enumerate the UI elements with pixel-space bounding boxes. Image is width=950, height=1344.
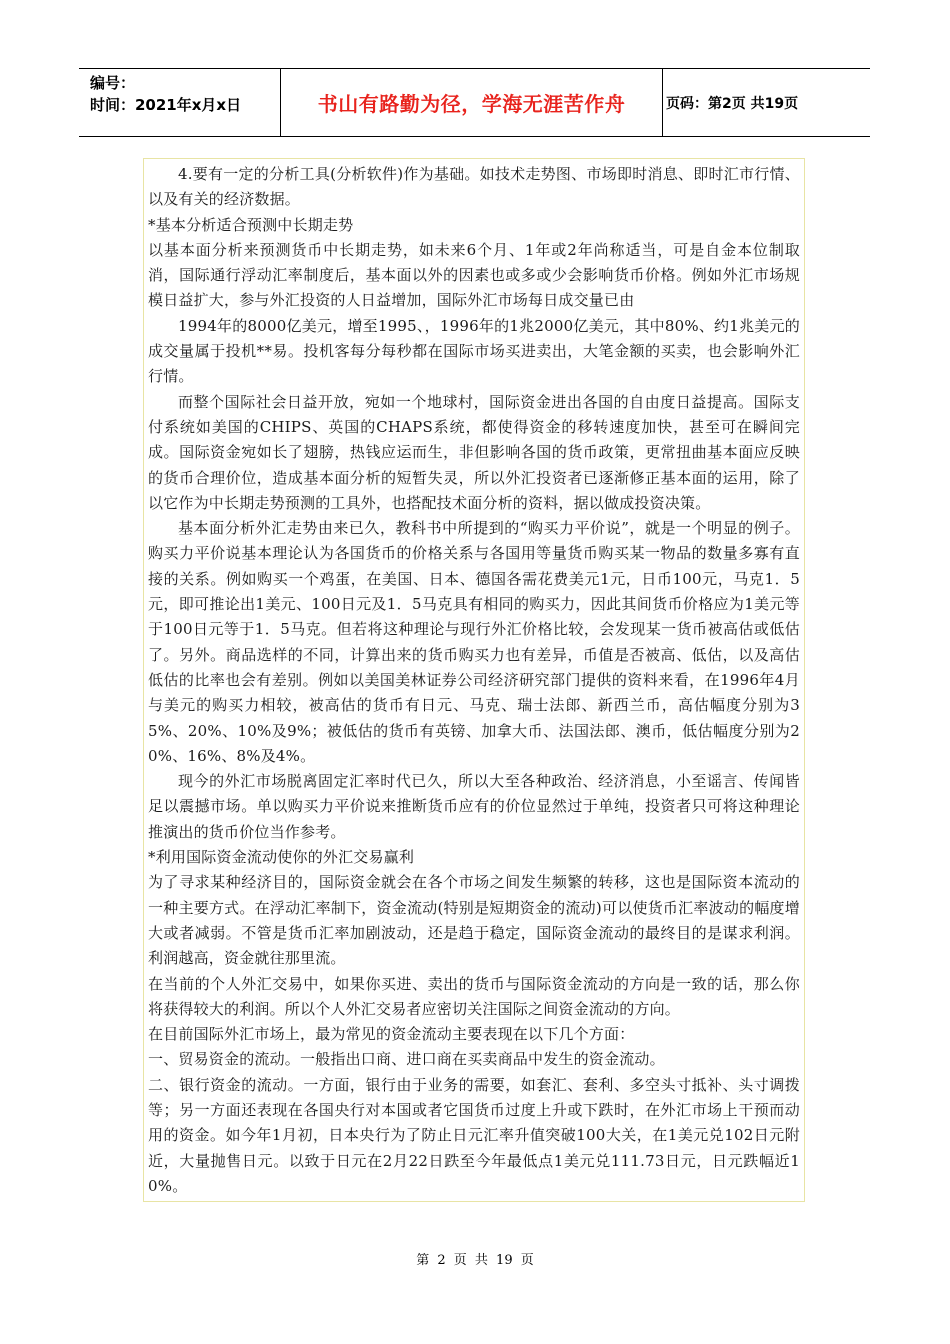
paragraph-bank-flows: 二、银行资金的流动。一方面，银行由于业务的需要，如套汇、套利、多空头寸抵补、头寸调拨等；另一方面还表现在各国央行对本国或者它国货币过度上升或下跌时，在外汇市场上干预而动用的资金。如今年1月初，日本央行为了防止日元汇率升值突破100大关，在1美元兑102日元附近，大量抛售日元。以致于日元在2月22日跌至今年最低点1美元兑111.73日元，日元跌幅近10%。 [148, 1075, 800, 1195]
paragraph-purchasing-power-parity: 基本面分析外汇走势由来已久，教科书中所提到的“购买力平价说”，就是一个明显的例子。购买力平价说基本理论认为各国货币的价格关系与各国用等量货币购买某一物品的数量多寡有直接的关系。例如购买一个鸡蛋，在美国、日本、德国各需花费美元1元，日币100元，马克1．5元，即可推论出1美元、100日元及1．5马克具有相同的购买力，因此其间货币价格应为1美元等于100日元等于1．5马克。但若将这种理论与现行外汇价格比较，会发现某一货币被高估或低估了。另外。商品选样的不同，计算出来的货币购买力也有差异，币值是否被高、低估，以及高估低估的比率也会有差别。例如以美国美林证券公司经济研究部门提供的资料来看，在1996年4月与美元的购买力相较，被高估的货币有日元、马克、瑞士法郎、新西兰币，高估幅度分别为35%、20%、10%及9%；被低估的货币有英镑、加拿大币、法国法郎、澳币，低估幅度分别为20%、16%、8%及4%。 [148, 519, 800, 765]
paragraph-trade-flows: 一、贸易资金的流动。一般指出口商、进口商在买卖商品中发生的资金流动。 [148, 1050, 665, 1069]
heading-capital-flows: *利用国际资金流动使你的外汇交易赢利 [148, 848, 415, 867]
page-footer: 第 2 页 共 19 页 [416, 1253, 534, 1268]
paragraph-flow-types-intro: 在目前国际外汇市场上，最为常见的资金流动主要表现在以下几个方面： [148, 1025, 635, 1044]
paragraph-long-term-forecast: 以基本面分析来预测货币中长期走势，如未来6个月、1年或2年尚称适当，可是自金本位制取消，国际通行浮动汇率制度后，基本面以外的因素也或多或少会影响货币价格。例如外汇市场规模日益扩大，参与外汇投资的人日益增加，国际外汇市场每日成交量已由 [148, 240, 800, 310]
page-header [79, 68, 870, 137]
time-label: 时间：2021年x月x日 [90, 96, 242, 114]
paragraph-analysis-tools: 4.要有一定的分析工具(分析软件)作为基础。如技术走势图、市场即时消息、即时汇市行情、以及有关的经济数据。 [148, 165, 800, 209]
paragraph-trading-volume: 1994年的8000亿美元，增至1995、，1996年的1兆2000亿美元，其中80%、约1兆美元的成交量属于投机**易。投机客每分每秒都在国际市场买进卖出，大笔金额的买卖，也会影响外汇行情。 [148, 316, 800, 386]
paragraph-capital-transfer: 为了寻求某种经济目的，国际资金就会在各个市场之间发生频繁的转移，这也是国际资本流动的一种主要方式。在浮动汇率制下，资金流动(特别是短期资金的流动)可以使货币汇率波动的幅度增大或者减弱。不管是货币汇率加剧波动，还是趋于稳定，国际资金流动的最终目的是谋求利润。利润越高，资金就往那里流。 [148, 873, 800, 968]
page-number-label: 页码：第2页 共19页 [666, 95, 799, 112]
paragraph-market-news: 现今的外汇市场脱离固定汇率时代已久，所以大至各种政治、经济消息，小至谣言、传闻皆足以震撼市场。单以购买力平价说来推断货币应有的价位显然过于单纯，投资者只可将这种理论推演出的货币价位当作参考。 [148, 772, 800, 841]
paragraph-global-village: 而整个国际社会日益开放，宛如一个地球村，国际资金进出各国的自由度日益提高。国际支付系统如美国的CHIPS、英国的CHAPS系统，都使得资金的移转速度加快，甚至可在瞬间完成。国际资金宛如长了翅膀，热钱应运而生，非但影响各国的货币政策，更常扭曲基本面应反映的货币合理价位，造成基本面分析的短暂失灵，所以外汇投资者已逐渐修正基本面的运用，除了以它作为中长期走势预测的工具外，也搭配技术面分析的资料，据以做成投资决策。 [148, 392, 800, 512]
heading-fundamental-analysis: *基本分析适合预测中长期走势 [148, 215, 354, 234]
motto: 书山有路勤为径，学海无涯苦作舟 [280, 69, 663, 136]
header-meta [90, 72, 280, 116]
document-body [143, 158, 805, 1202]
number-label: 编号： [90, 74, 136, 92]
paragraph-personal-trading: 在当前的个人外汇交易中，如果你买进、卖出的货币与国际资金流动的方向是一致的话，那么你将获得较大的利润。所以个人外汇交易者应密切关注国际之间资金流动的方向。 [148, 974, 800, 1018]
